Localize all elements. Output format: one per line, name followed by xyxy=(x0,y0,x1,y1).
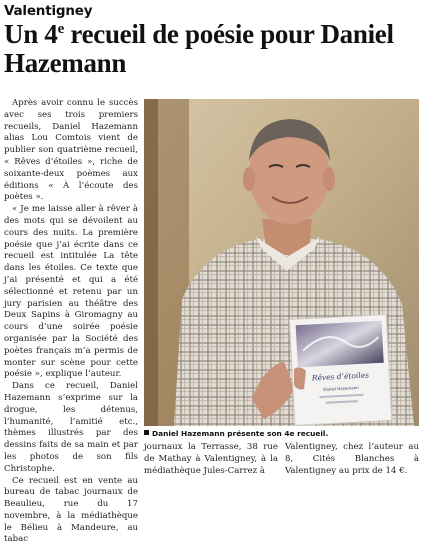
paragraph-quote: « Je me laisse aller à rêver à des mots qui se dévoilent au cours des nuits. La première poésie que j’ai écrite dans ce recueil est intitulée La tête dans les étoiles. Ce texte que j’ai présenté et qui a été sélectionné et retenu par un jury parisien au théâtre des Deux Sapins à Giromagny au cours d’une soirée poésie organisée par la Société des poètes français m’a permis de monter sur scène pour cette poésie », explique l’auteur. xyxy=(4,204,138,381)
photo-illustration xyxy=(144,99,419,426)
headline-part2: recueil de poésie pour Daniel Hazemann xyxy=(4,19,394,78)
caption-bullet-icon xyxy=(144,430,149,435)
headline-superscript: e xyxy=(58,21,64,37)
book-title: Rêves d’étoiles xyxy=(311,370,370,382)
photo-caption xyxy=(144,428,419,439)
section-kicker: Valentigney xyxy=(4,3,92,19)
article-column-left xyxy=(4,98,138,546)
article-photo xyxy=(144,99,419,426)
article-headline xyxy=(4,20,419,78)
article-column-middle: journaux la Terrasse, 38 rue de Mathay à Valentigney, à la médiathèque Jules-Carrez à xyxy=(144,442,278,477)
paragraph-intro: Après avoir connu le succès avec ses trois premiers recueils, Daniel Hazemann alias Lou Comtois vient de publier son quatrième recueil, « Rêves d’étoiles », riche de soixante-deux poèmes aux éditions « À l’écoute des poètes ». xyxy=(4,98,138,204)
paragraph-themes: Dans ce recueil, Daniel Hazemann s’exprime sur la drogue, les détenus, l’humanité, l’amitié etc., thèmes illustrés par des dessins faits de sa main et par les photos de son fils Christophe. xyxy=(4,381,138,475)
paragraph-sales: Ce recueil est en vente au bureau de tabac journaux de Beaulieu, rue du 17 novembre, à la médiathèque le Bélieu à Mandeure, au tabac xyxy=(4,476,138,546)
headline-part1: Un 4 xyxy=(4,19,58,49)
caption-text: Daniel Hazemann présente son 4e recueil. xyxy=(152,429,328,438)
book-author: Daniel Hazemann xyxy=(323,385,359,392)
article-column-right: Valentigney, chez l’auteur au 8, Cités Blanches à Valentigney au prix de 14 €. xyxy=(285,442,419,477)
